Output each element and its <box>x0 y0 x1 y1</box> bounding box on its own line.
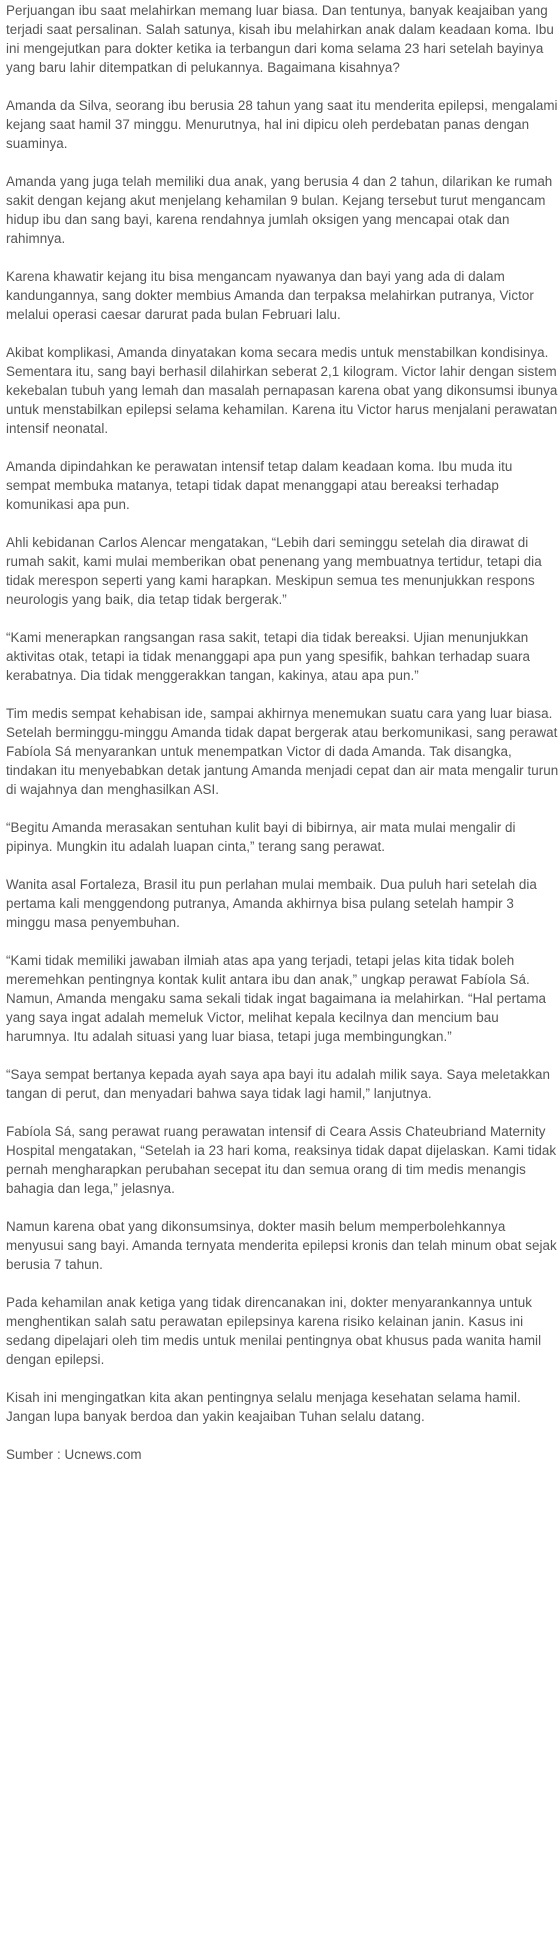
article-paragraph-12: “Kami tidak memiliki jawaban ilmiah atas apa yang terjadi, tetapi jelas kita tidak boleh meremehkan pentingnya kontak kulit antara ibu dan anak,” ungkap perawat Fabíola Sá. Namun, Amanda mengaku sama sekali tidak ingat bagaimana ia melahirkan. “Hal pertama yang saya ingat adalah memeluk Victor, melihat kepala kecilnya dan mencium bau harumnya. Itu adalah situasi yang luar biasa, tetapi juga membingungkan.” <box>6 953 547 1044</box>
article-paragraph-5: Akibat komplikasi, Amanda dinyatakan koma secara medis untuk menstabilkan kondisinya. Sementara itu, sang bayi berhasil dilahirkan seberat 2,1 kilogram. Victor lahir dengan sistem kekebalan tubuh yang lemah dan masalah pernapasan karena obat yang dikonsumsi ibunya untuk menstabilkan epilepsi selama kehamilan. Karena itu Victor harus menjalani perawatan intensif neonatal. <box>6 345 558 436</box>
article-paragraph-10: “Begitu Amanda merasakan sentuhan kulit bayi di bibirnya, air mata mulai mengalir di pipinya. Mungkin itu adalah luapan cinta,” terang sang perawat. <box>6 820 516 854</box>
article-paragraph-4: Karena khawatir kejang itu bisa mengancam nyawanya dan bayi yang ada di dalam kandungannya, sang dokter membius Amanda dan terpaksa melahirkan putranya, Victor melalui operasi caesar darurat pada bulan Februari lalu. <box>6 269 534 322</box>
article-paragraph-13: “Saya sempat bertanya kepada ayah saya apa bayi itu adalah milik saya. Saya meletakkan tangan di perut, dan menyadari bahwa saya tidak lagi hamil,” lanjutnya. <box>6 1067 550 1101</box>
article-paragraph-3: Amanda yang juga telah memiliki dua anak, yang berusia 4 dan 2 tahun, dilarikan ke rumah sakit dengan kejang akut menjelang kehamilan 9 bulan. Kejang tersebut turut mengancam hidup ibu dan sang bayi, karena rendahnya jumlah oksigen yang mencapai otak dan rahimnya. <box>6 174 553 246</box>
article-paragraph-14: Fabíola Sá, sang perawat ruang perawatan intensif di Ceara Assis Chateubriand Maternity Hospital mengatakan, “Setelah ia 23 hari koma, reaksinya tidak dapat dijelaskan. Kami tidak pernah mengharapkan perubahan secepat itu dan semua orang di tim medis menangis bahagia dan lega,” jelasnya. <box>6 1124 557 1196</box>
article-paragraph-15: Namun karena obat yang dikonsumsinya, dokter masih belum memperbolehkannya menyusui sang bayi. Amanda ternyata menderita epilepsi kronis dan telah minum obat sejak berusia 7 tahun. <box>6 1219 557 1272</box>
article-paragraph-2: Amanda da Silva, seorang ibu berusia 28 tahun yang saat itu menderita epilepsi, mengalami kejang saat hamil 37 minggu. Menurutnya, hal ini dipicu oleh perdebatan panas dengan suaminya. <box>6 98 558 151</box>
article-paragraph-7: Ahli kebidanan Carlos Alencar mengatakan, “Lebih dari seminggu setelah dia dirawat di rumah sakit, kami mulai memberikan obat penenang yang membuatnya tertidur, tetapi dia tidak merespon seperti yang kami harapkan. Meskipun semua tes menunjukkan respons neurologis yang baik, dia tetap tidak bergerak.” <box>6 535 542 607</box>
article-paragraph-17: Kisah ini mengingatkan kita akan pentingnya selalu menjaga kesehatan selama hamil. Jangan lupa banyak berdoa dan yakin keajaiban Tuhan selalu datang. <box>6 1390 521 1424</box>
article-paragraph-9: Tim medis sempat kehabisan ide, sampai akhirnya menemukan suatu cara yang luar biasa. Setelah berminggu-minggu Amanda tidak dapat bergerak atau berkomunikasi, sang perawat Fabíola Sá menyarankan untuk menempatkan Victor di dada Amanda. Tak disangka, tindakan itu menyebabkan detak jantung Amanda menjadi cepat dan air mata mengalir turun di wajahnya dan menghasilkan ASI. <box>6 706 558 797</box>
article-paragraph-8: “Kami menerapkan rangsangan rasa sakit, tetapi dia tidak bereaksi. Ujian menunjukkan aktivitas otak, tetapi ia tidak menanggapi apa pun yang spesifik, bahkan terhadap suara kerabatnya. Dia tidak menggerakkan tangan, kakinya, atau apa pun.” <box>6 630 530 683</box>
article-paragraph-1: Perjuangan ibu saat melahirkan memang luar biasa. Dan tentunya, banyak keajaiban yang terjadi saat persalinan. Salah satunya, kisah ibu melahirkan anak dalam keadaan koma. Ibu ini mengejutkan para dokter ketika ia terbangun dari koma selama 23 hari setelah bayinya yang baru lahir ditempatkan di pelukannya. Bagaimana kisahnya? <box>6 3 554 75</box>
article-paragraph-6: Amanda dipindahkan ke perawatan intensif tetap dalam keadaan koma. Ibu muda itu sempat membuka matanya, tetapi tidak dapat menanggapi atau bereaksi terhadap komunikasi apa pun. <box>6 459 513 512</box>
article-paragraph-11: Wanita asal Fortaleza, Brasil itu pun perlahan mulai membaik. Dua puluh hari setelah dia pertama kali menggendong putranya, Amanda akhirnya bisa pulang setelah hampir 3 minggu masa penyembuhan. <box>6 877 537 930</box>
article-source: Sumber : Ucnews.com <box>6 1447 142 1462</box>
article-paragraph-16: Pada kehamilan anak ketiga yang tidak direncanakan ini, dokter menyarankannya untuk menghentikan salah satu perawatan epilepsinya karena risiko kelainan janin. Kasus ini sedang dipelajari oleh tim medis untuk menilai pentingnya obat khusus pada wanita hamil dengan epilepsi. <box>6 1295 542 1367</box>
